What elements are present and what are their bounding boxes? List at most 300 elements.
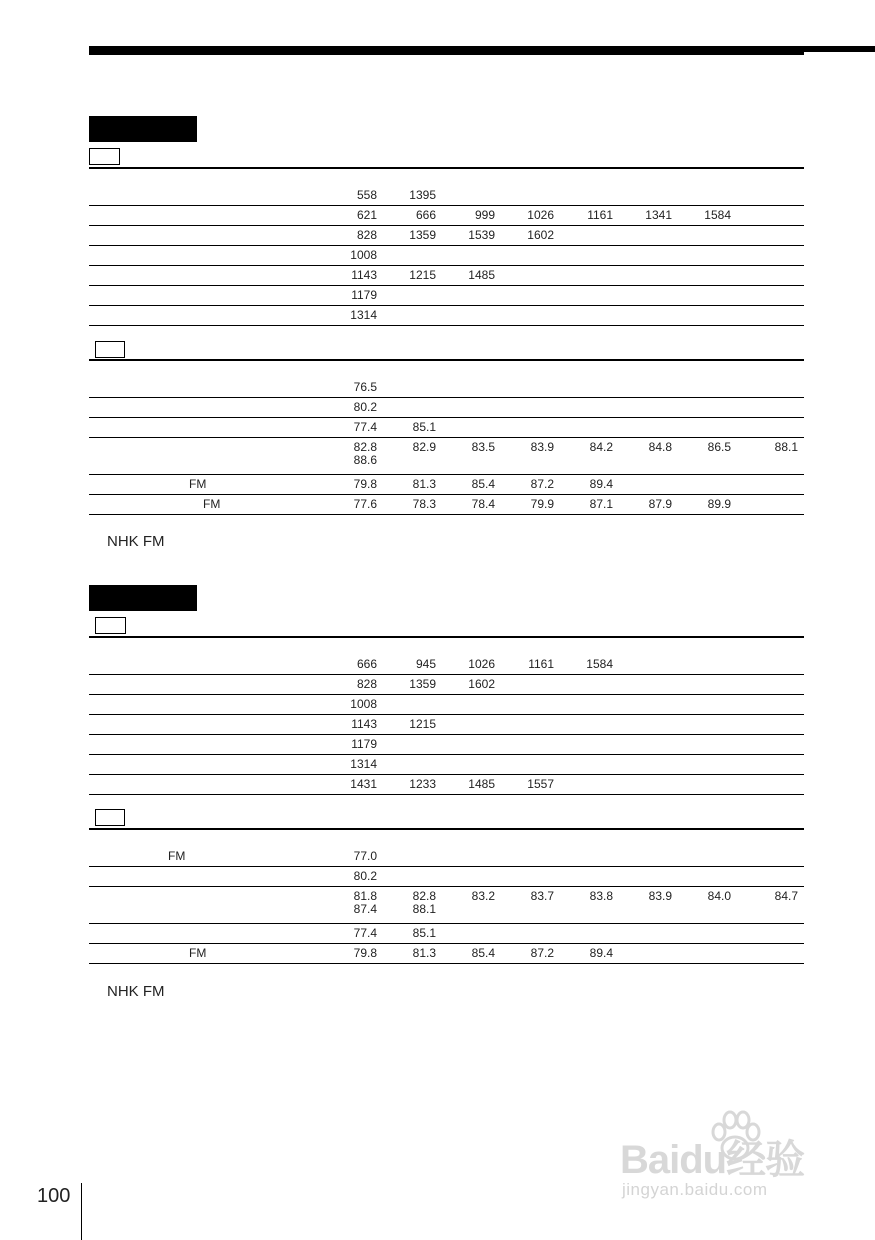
frequency-cell [383,695,442,715]
frequency-cell [383,226,442,246]
frequency-cell [619,438,678,475]
frequency-cell [560,944,619,964]
frequency-cell [328,735,383,755]
frequency-value: 85.1 [412,926,436,940]
frequency-cell [442,675,501,695]
frequency-value: 83.7 [530,889,554,903]
frequency-cell [619,495,678,515]
frequency-cell [501,378,560,398]
frequency-value: 1602 [527,228,554,242]
frequency-value: 1485 [468,268,495,282]
frequency-cell [678,735,737,755]
frequency-cell [383,675,442,695]
frequency-cell [560,715,619,735]
frequency-cell [442,944,501,964]
frequency-value: 79.8 [353,477,377,491]
frequency-value: 78.4 [471,497,495,511]
frequency-value-continued: 88.6 [353,453,377,467]
table-row [89,286,804,306]
frequency-cell [737,186,804,206]
frequency-cell [619,887,678,924]
frequency-cell [619,715,678,735]
frequency-cell [560,887,619,924]
frequency-cell [678,418,737,438]
frequency-cell [560,206,619,226]
frequency-cell [501,924,560,944]
frequency-cell [328,246,383,266]
frequency-value: 1584 [586,657,613,671]
frequency-cell [619,924,678,944]
table-row [89,715,804,735]
frequency-cell [501,887,560,924]
frequency-value: 1215 [409,717,436,731]
section-2-fm-header-rule [89,828,804,830]
section-2-am-header-rule [89,636,804,638]
watermark-logo: Baidu经验 [620,1138,805,1182]
table-row [89,266,804,286]
frequency-cell [678,924,737,944]
frequency-cell [383,186,442,206]
frequency-cell [442,398,501,418]
frequency-cell [442,715,501,735]
frequency-value: 558 [356,188,377,202]
frequency-cell [328,186,383,206]
row-label [89,715,328,735]
frequency-cell [328,755,383,775]
watermark-site: jingyan.baidu.com [622,1180,768,1199]
section-1-am-header-rule [89,167,804,169]
frequency-value: 1557 [527,777,554,791]
frequency-value: 945 [415,657,436,671]
frequency-cell [328,475,383,495]
frequency-cell [328,378,383,398]
frequency-cell [501,495,560,515]
frequency-cell [442,418,501,438]
frequency-cell [737,226,804,246]
table-row [89,755,804,775]
frequency-value: 79.9 [530,497,554,511]
frequency-cell [619,418,678,438]
table-row [89,675,804,695]
frequency-cell [737,266,804,286]
frequency-cell [560,226,619,246]
frequency-value: 1359 [409,228,436,242]
frequency-cell [383,715,442,735]
frequency-cell [328,306,383,326]
frequency-cell [560,418,619,438]
row-label: FM [89,475,328,495]
frequency-cell [328,867,383,887]
table-row [89,206,804,226]
frequency-cell [737,438,804,475]
frequency-cell [678,887,737,924]
frequency-cell [678,867,737,887]
frequency-value: 87.1 [589,497,613,511]
frequency-cell [442,867,501,887]
frequency-value: 89.4 [589,477,613,491]
frequency-value: 83.8 [589,889,613,903]
frequency-value: 828 [356,228,377,242]
frequency-cell [560,378,619,398]
frequency-cell [328,675,383,695]
frequency-cell [501,775,560,795]
frequency-cell [442,924,501,944]
frequency-cell [383,847,442,867]
frequency-cell [737,495,804,515]
frequency-cell [678,847,737,867]
frequency-cell [678,944,737,964]
frequency-value: 1026 [527,208,554,222]
frequency-value: 88.1 [774,440,798,454]
frequency-cell [501,398,560,418]
header-tab [744,46,875,52]
frequency-value: 85.4 [471,477,495,491]
frequency-cell [383,266,442,286]
frequency-cell [737,847,804,867]
frequency-cell [501,266,560,286]
frequency-value: 1602 [468,677,495,691]
frequency-cell [737,286,804,306]
frequency-cell [678,695,737,715]
frequency-value: 1026 [468,657,495,671]
frequency-cell [501,675,560,695]
frequency-value: 86.5 [707,440,731,454]
frequency-value: 82.8 [412,889,436,903]
frequency-cell [678,246,737,266]
section-2-footnote: NHK FM [107,983,165,1000]
frequency-cell [678,398,737,418]
frequency-cell [619,775,678,795]
frequency-value: 81.3 [412,946,436,960]
section-1-footnote: NHK FM [107,533,165,550]
row-label [89,655,328,675]
row-label [89,735,328,755]
frequency-cell [560,266,619,286]
table-row [89,775,804,795]
frequency-cell [442,735,501,755]
frequency-cell [560,306,619,326]
table-row [89,475,804,495]
page-number-rule [81,1183,82,1240]
frequency-cell [442,246,501,266]
table-row [89,438,804,475]
frequency-cell [442,378,501,398]
frequency-cell [501,475,560,495]
frequency-cell [678,755,737,775]
frequency-cell [560,735,619,755]
frequency-cell [442,695,501,715]
frequency-cell [501,246,560,266]
frequency-cell [737,475,804,495]
frequency-value: 1314 [350,308,377,322]
section-2-fm-table [89,847,804,964]
frequency-cell [328,266,383,286]
frequency-cell [737,398,804,418]
frequency-cell [678,286,737,306]
table-row [89,944,804,964]
frequency-cell [383,924,442,944]
frequency-cell [383,246,442,266]
frequency-cell [560,675,619,695]
frequency-cell [501,655,560,675]
frequency-cell [737,887,804,924]
frequency-cell [442,286,501,306]
frequency-cell [737,655,804,675]
section-2-am-table [89,655,804,795]
frequency-cell [619,398,678,418]
frequency-cell [560,775,619,795]
frequency-cell [619,475,678,495]
frequency-value: 1161 [528,657,554,671]
frequency-cell [619,735,678,755]
row-label [89,924,328,944]
frequency-value: 828 [356,677,377,691]
frequency-value-continued: 87.4 [353,902,377,916]
frequency-value: 89.4 [589,946,613,960]
frequency-value: 87.2 [530,946,554,960]
frequency-cell [560,924,619,944]
frequency-cell [737,378,804,398]
frequency-cell [501,226,560,246]
section-1-heading [89,116,197,142]
frequency-cell [678,715,737,735]
frequency-value: 621 [356,208,377,222]
frequency-cell [737,775,804,795]
frequency-value: 87.9 [648,497,672,511]
table-row [89,246,804,266]
frequency-cell [501,418,560,438]
frequency-value: 83.5 [471,440,495,454]
frequency-value: 1233 [409,777,436,791]
frequency-value: 1008 [350,248,377,262]
frequency-cell [442,655,501,675]
frequency-cell [383,418,442,438]
frequency-cell [619,755,678,775]
frequency-value: 1431 [350,777,377,791]
table-row [89,887,804,924]
table-row [89,695,804,715]
frequency-value: 83.2 [471,889,495,903]
row-label [89,755,328,775]
frequency-value: 1179 [351,737,377,751]
frequency-value: 666 [356,657,377,671]
frequency-cell [619,847,678,867]
row-label [89,675,328,695]
frequency-cell [501,715,560,735]
frequency-value: 1485 [468,777,495,791]
frequency-cell [383,378,442,398]
frequency-cell [328,944,383,964]
frequency-value: 1395 [409,188,436,202]
section-2-am-band-box [95,617,126,634]
frequency-cell [560,495,619,515]
frequency-cell [678,378,737,398]
frequency-value: 76.5 [353,380,377,394]
table-row [89,495,804,515]
frequency-cell [737,924,804,944]
row-label: FM [89,495,328,515]
frequency-value: 1359 [409,677,436,691]
frequency-cell [678,495,737,515]
frequency-cell [619,655,678,675]
table-row [89,226,804,246]
frequency-value-continued: 88.1 [412,902,436,916]
frequency-cell [383,867,442,887]
frequency-cell [560,186,619,206]
table-row [89,186,804,206]
frequency-value: 1584 [704,208,731,222]
frequency-cell [560,655,619,675]
frequency-cell [678,186,737,206]
frequency-value: 77.4 [353,926,377,940]
frequency-cell [442,495,501,515]
row-label [89,695,328,715]
frequency-cell [328,924,383,944]
frequency-cell [383,735,442,755]
frequency-cell [619,306,678,326]
frequency-cell [442,206,501,226]
frequency-value: 82.9 [412,440,436,454]
frequency-value: 1143 [351,268,377,282]
frequency-value: 1314 [350,757,377,771]
frequency-cell [383,438,442,475]
row-label [89,775,328,795]
section-2-heading [89,585,197,611]
frequency-cell [328,226,383,246]
frequency-cell [383,398,442,418]
frequency-cell [678,206,737,226]
section-1-fm-table [89,378,804,515]
table-row [89,378,804,398]
frequency-value: 666 [415,208,436,222]
frequency-value: 77.4 [353,420,377,434]
frequency-value: 84.8 [648,440,672,454]
frequency-cell [619,944,678,964]
frequency-cell [678,475,737,495]
row-label [89,438,328,475]
frequency-cell [678,775,737,795]
frequency-cell [501,944,560,964]
frequency-cell [442,438,501,475]
frequency-cell [328,398,383,418]
frequency-value: 83.9 [530,440,554,454]
frequency-cell [501,867,560,887]
frequency-cell [442,226,501,246]
table-row [89,735,804,755]
frequency-cell [383,944,442,964]
frequency-cell [737,246,804,266]
section-1-fm-header-rule [89,359,804,361]
frequency-cell [383,206,442,226]
frequency-cell [328,206,383,226]
row-label [89,246,328,266]
frequency-cell [619,675,678,695]
frequency-cell [737,755,804,775]
frequency-value: 85.4 [471,946,495,960]
frequency-cell [501,438,560,475]
frequency-value: 84.2 [589,440,613,454]
frequency-value: 1179 [351,288,377,302]
frequency-cell [442,755,501,775]
frequency-cell [442,186,501,206]
frequency-value: 77.6 [353,497,377,511]
frequency-cell [328,847,383,867]
frequency-cell [442,887,501,924]
frequency-cell [737,735,804,755]
row-label [89,186,328,206]
section-1-am-band-box [89,148,120,165]
frequency-cell [442,847,501,867]
frequency-cell [678,266,737,286]
page-number: 100 [37,1185,71,1207]
frequency-cell [737,675,804,695]
table-row [89,418,804,438]
baidu-watermark [620,1108,830,1198]
frequency-value: 83.9 [648,889,672,903]
section-2-fm-band-box [95,809,125,826]
frequency-cell [737,418,804,438]
frequency-cell [678,226,737,246]
frequency-cell [442,475,501,495]
frequency-cell [328,495,383,515]
row-label: FM [89,944,328,964]
table-row [89,847,804,867]
frequency-cell [383,755,442,775]
header-rule [89,46,804,55]
frequency-value: 89.9 [707,497,731,511]
frequency-cell [678,306,737,326]
frequency-cell [737,695,804,715]
frequency-cell [560,867,619,887]
frequency-value: 84.7 [774,889,798,903]
frequency-value: 1341 [645,208,672,222]
frequency-cell [328,695,383,715]
frequency-value: 82.8 [353,440,377,454]
frequency-cell [442,775,501,795]
table-row [89,306,804,326]
frequency-cell [737,944,804,964]
frequency-cell [737,715,804,735]
frequency-value: 1008 [350,697,377,711]
table-row [89,867,804,887]
frequency-cell [328,655,383,675]
frequency-cell [328,418,383,438]
frequency-value: 1215 [409,268,436,282]
row-label [89,206,328,226]
paw-icon [705,1108,765,1168]
frequency-cell [619,226,678,246]
row-label [89,398,328,418]
frequency-cell [619,695,678,715]
frequency-cell [328,887,383,924]
frequency-value: 84.0 [707,889,731,903]
frequency-cell [501,695,560,715]
frequency-cell [383,495,442,515]
frequency-cell [328,438,383,475]
frequency-cell [501,755,560,775]
row-label [89,266,328,286]
frequency-cell [328,286,383,306]
table-row [89,398,804,418]
frequency-cell [560,438,619,475]
frequency-value: 1539 [468,228,495,242]
frequency-cell [678,675,737,695]
frequency-cell [442,266,501,286]
frequency-cell [678,438,737,475]
frequency-cell [383,475,442,495]
row-label: FM [89,847,328,867]
frequency-cell [560,246,619,266]
